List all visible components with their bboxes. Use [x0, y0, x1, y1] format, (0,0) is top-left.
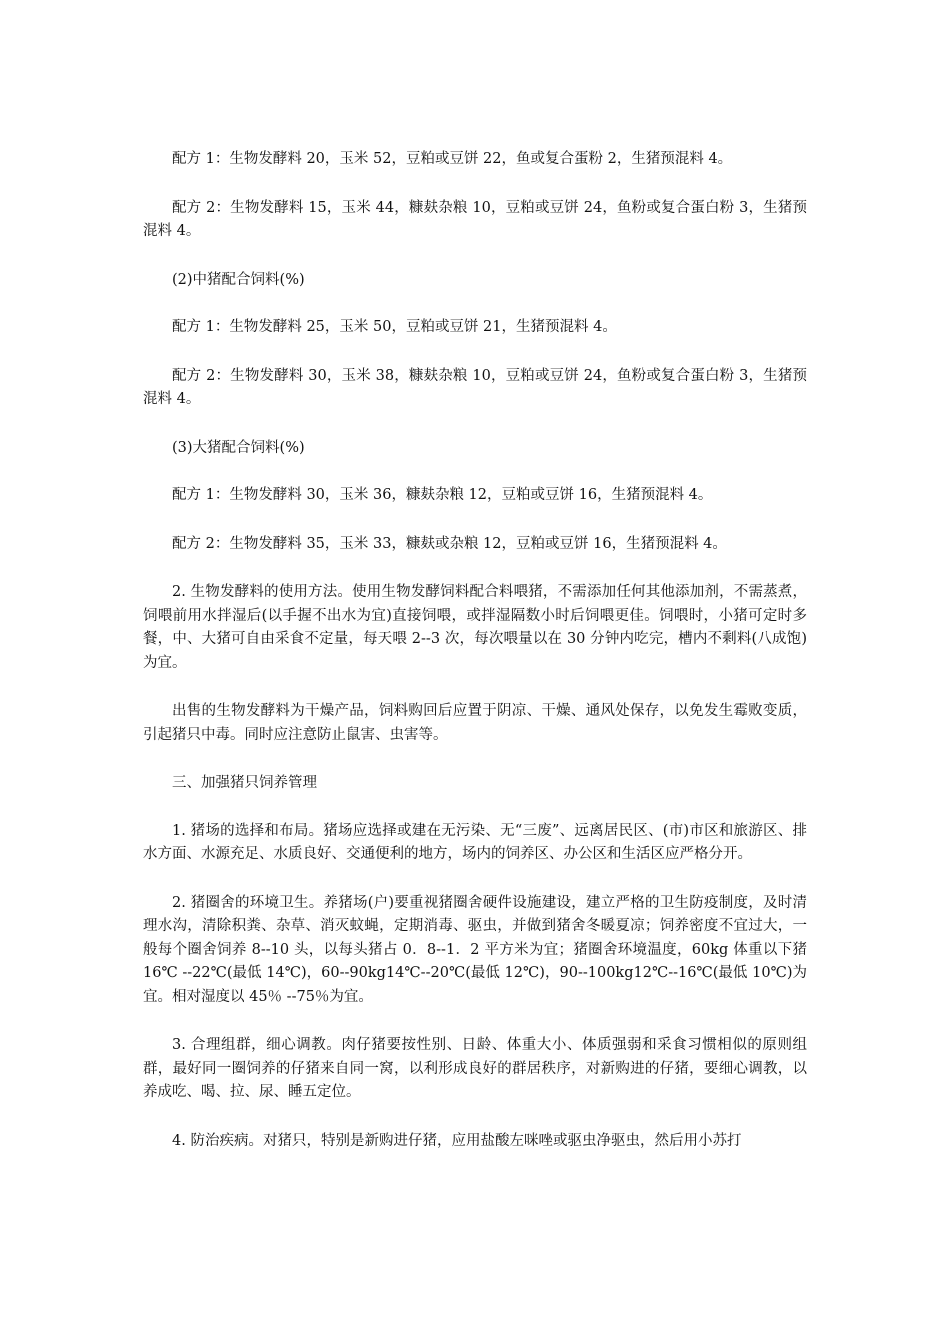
- paragraph-formula-2: 配方 2：生物发酵料 30，玉米 38，糠麸杂粮 10，豆粕或豆饼 24，鱼粉或复合蛋白粉 3，生猪预混料 4。: [143, 367, 807, 407]
- paragraph-formula-2: 配方 2：生物发酵料 15，玉米 44，糠麸杂粮 10，豆粕或豆饼 24，鱼粉或复合蛋白粉 3，生猪预混料 4。: [143, 199, 807, 239]
- paragraph-usage-method: 2. 生物发酵料的使用方法。使用生物发酵饲料配合料喂猪，不需添加任何其他添加剂，不需蒸煮，饲喂前用水拌湿后(以手握不出水为宜)直接饲喂，或拌湿隔数小时后饲喂更佳。饲喂时，小猪可定时多餐，中、大猪可自由采食不定量，每天喂 2--3 次，每次喂量以在 30 分钟内吃完，槽内不剩料(八成饱)为宜。: [143, 584, 807, 671]
- paragraph-disease-prevention: 4. 防治疾病。对猪只，特别是新购进仔猪，应用盐酸左咪唑或驱虫净驱虫，然后用小苏打: [172, 1132, 742, 1149]
- document-body: [143, 148, 807, 1178]
- paragraph-formula-1: 配方 1：生物发酵料 25，玉米 50，豆粕或豆饼 21，生猪预混料 4。: [172, 319, 617, 335]
- section-heading-large-pig: (3)大猪配合饲料(%): [172, 439, 305, 456]
- paragraph-grouping: 3. 合理组群，细心调教。肉仔猪要按性别、日龄、体重大小、体质强弱和采食习惯相似的原则组群，最好同一圈饲养的仔猪来自同一窝，以利形成良好的群居秩序，对新购进的仔猪，要细心调教，以养成吃、喝、拉、尿、睡五定位。: [143, 1037, 807, 1100]
- section-heading-medium-pig: (2)中猪配合饲料(%): [172, 271, 305, 288]
- paragraph-formula-1: 配方 1：生物发酵料 20，玉米 52，豆粕或豆饼 22，鱼或复合蛋粉 2，生猪预混料 4。: [172, 151, 733, 167]
- paragraph-hygiene: 2. 猪圈舍的环境卫生。养猪场(户)要重视猪圈舍硬件设施建设，建立严格的卫生防疫制度，及时清理水沟，清除积粪、杂草、消灭蚊蝇，定期消毒、驱虫，并做到猪舍冬暖夏凉；饲养密度不宜过大，一般每个圈舍饲养 8--10 头，以每头猪占 0．8--1．2 平方米为宜；猪圈舍环境温度，60kg 体重以下猪 16℃ --22℃(最低 14℃)，60--90kg14℃--20℃(最低 12℃)，90--100kg12℃--16℃(最低 10℃)为宜。相对湿度以 45％ --75％为宜。: [143, 894, 807, 1005]
- paragraph-formula-2: 配方 2：生物发酵料 35，玉米 33，糠麸或杂粮 12，豆粕或豆饼 16，生猪预混料 4。: [172, 535, 727, 552]
- paragraph-formula-1: 配方 1：生物发酵料 30，玉米 36，糠麸杂粮 12，豆粕或豆饼 16，生猪预混料 4。: [172, 487, 713, 503]
- paragraph-storage: 出售的生物发酵料为干燥产品，饲料购回后应置于阴凉、干燥、通风处保存，以免发生霉败变质，引起猪只中毒。同时应注意防止鼠害、虫害等。: [143, 703, 807, 743]
- section-heading-management: 三、加强猪只饲养管理: [172, 775, 317, 791]
- paragraph-site-selection: 1. 猪场的选择和布局。猪场应选择或建在无污染、无“三废”、远离居民区、(市)市区和旅游区、排水方面、水源充足、水质良好、交通便利的地方，场内的饲养区、办公区和生活区应严格分开。: [143, 822, 807, 862]
